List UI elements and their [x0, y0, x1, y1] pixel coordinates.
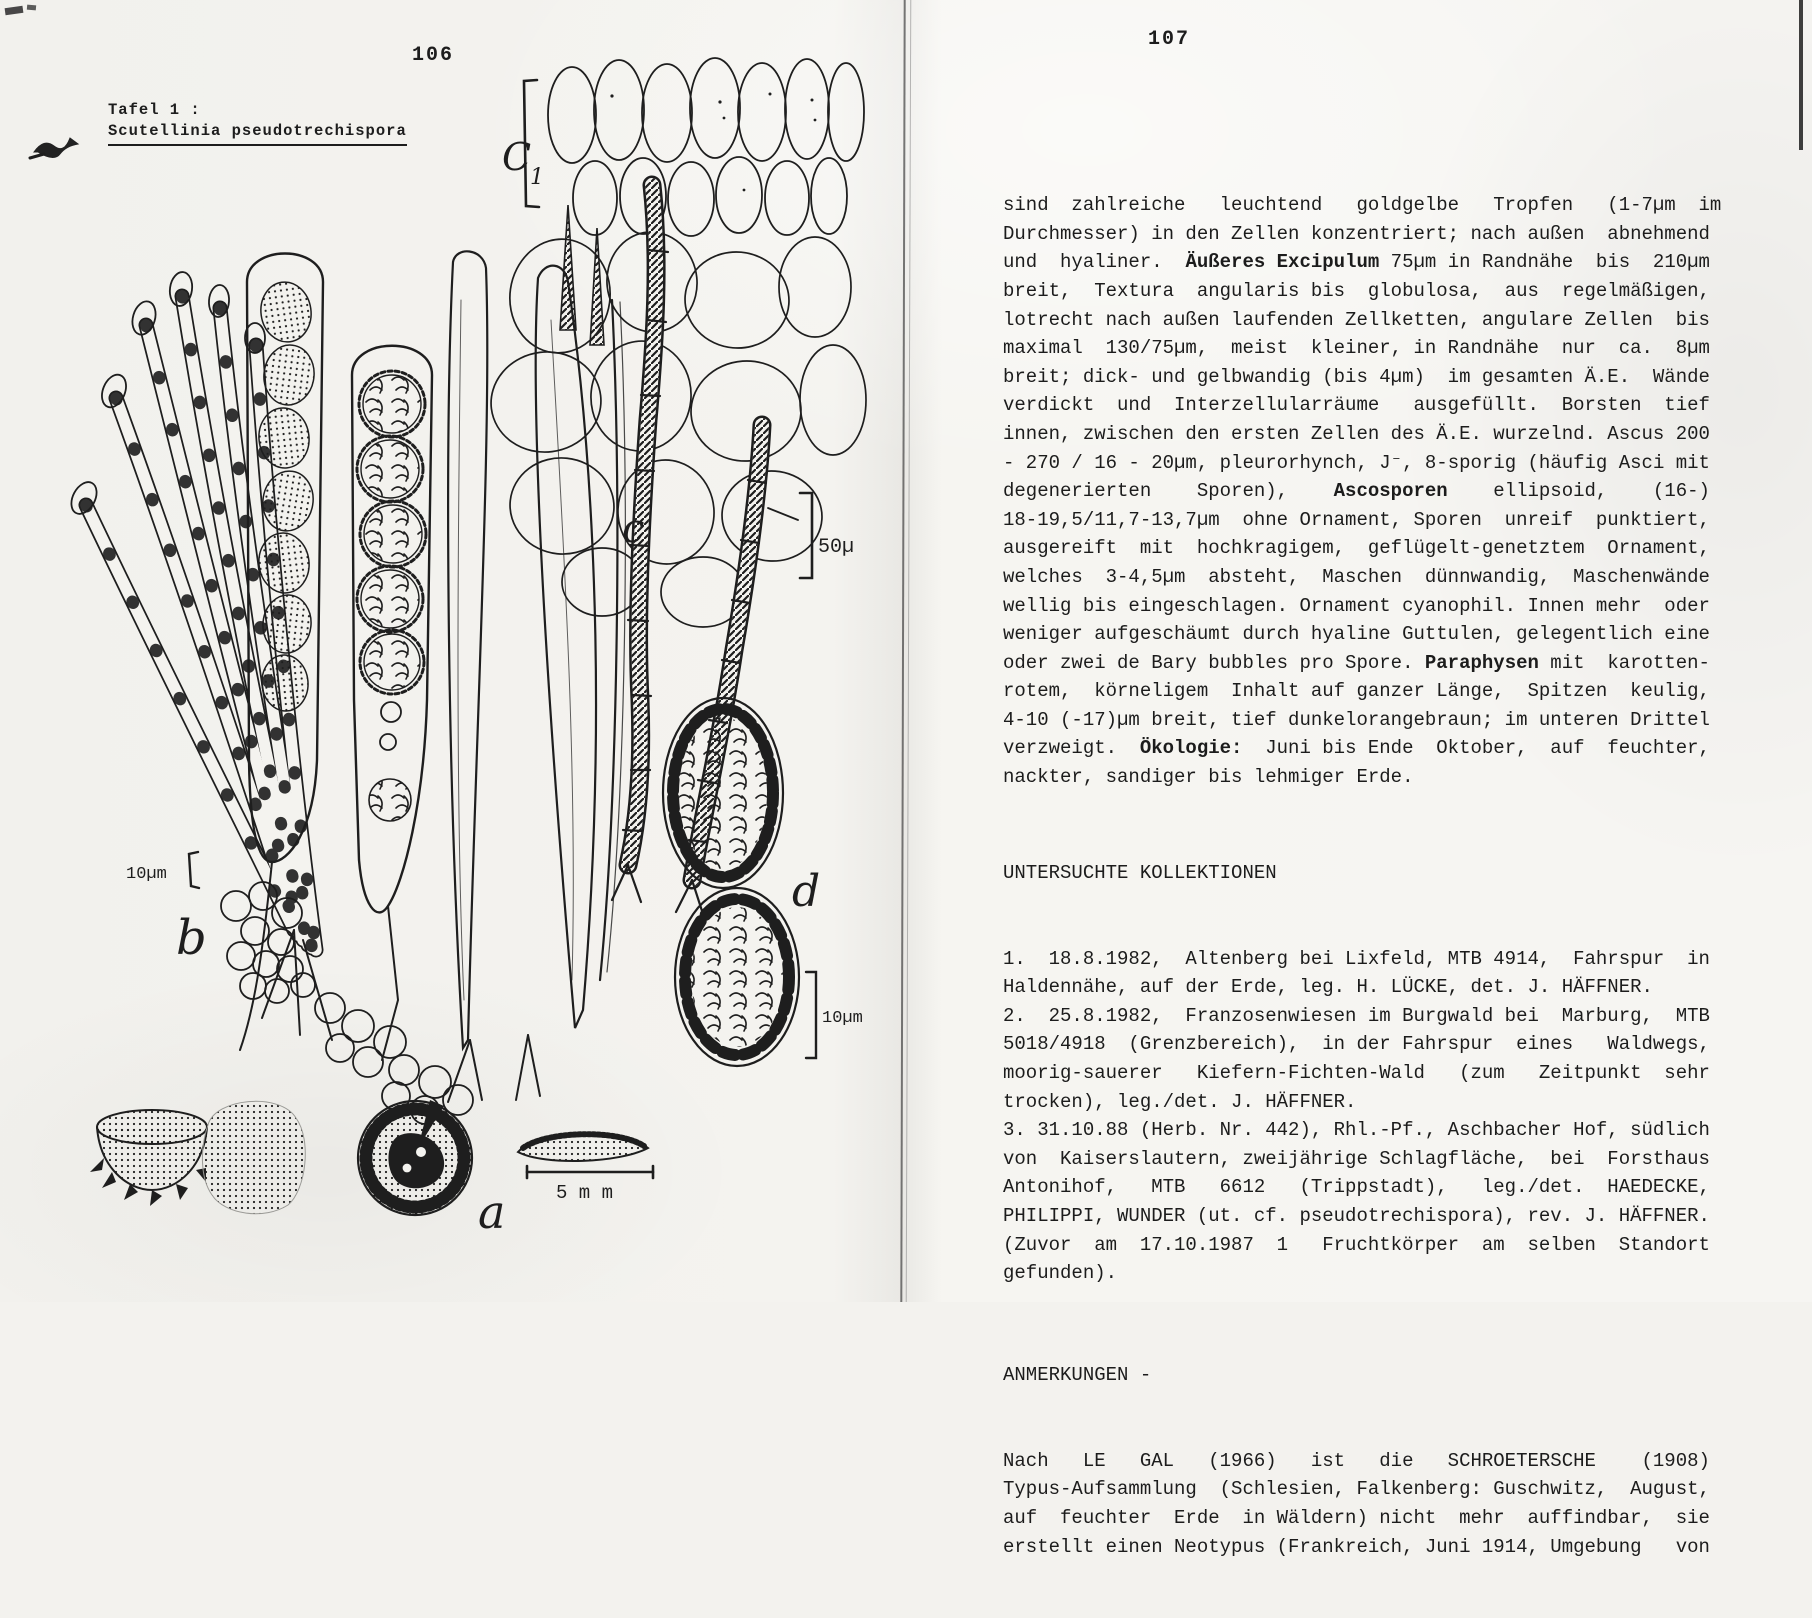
text-line: PHILIPPI, WUNDER (ut. cf. pseudotrechispora), rev. J. HÄFFNER. — [1003, 1204, 1710, 1227]
label-b: b — [176, 910, 207, 966]
text-line: 2. 25.8.1982, Franzosenwiesen im Burgwald bei Marburg, MTB — [1003, 1004, 1710, 1027]
label-a: a — [478, 1185, 506, 1239]
collections-paragraph — [1003, 945, 1725, 1288]
ornamented-spore-upper — [663, 698, 783, 888]
text-line: oder zwei de Bary bubbles pro Spore. Paraphysen mit karotten- — [1003, 651, 1710, 674]
text-line: Nach LE GAL (1966) ist die SCHROETERSCHE (1908) — [1003, 1449, 1710, 1472]
plate-caption — [108, 100, 407, 146]
collections-heading: UNTERSUCHTE KOLLEKTIONEN — [1003, 861, 1277, 884]
text-line: erstellt einen Neotypus (Frankreich, Juni 1914, Umgebung von — [1003, 1535, 1710, 1558]
text-line: auf feuchter Erde in Wäldern) nicht mehr auffindbar, sie — [1003, 1506, 1710, 1529]
text-line: trocken), leg./det. J. HÄFFNER. — [1003, 1090, 1357, 1113]
ink-smudge-artifact — [30, 138, 78, 158]
scale-bracket-10um-d — [806, 972, 816, 1058]
text-line: welches 3-4,5µm absteht, Maschen dünnwandig, Maschenwände — [1003, 565, 1710, 588]
text-line: 3. 31.10.88 (Herb. Nr. 442), Rhl.-Pf., Aschbacher Hof, südlich — [1003, 1119, 1710, 1142]
apothecium-stippled-disc — [202, 1101, 305, 1213]
text-line: degenerierten Sporen), Ascosporen ellipsoid, (16-) — [1003, 480, 1710, 503]
basal-cells-cluster — [221, 882, 473, 1124]
label-c1: C — [502, 135, 532, 179]
scale-label-5mm: 5 m m — [556, 1182, 614, 1204]
scale-bracket-50u — [768, 493, 812, 578]
text-line: verzweigt. Ökologie: Juni bis Ende Oktober, auf feuchter, — [1003, 737, 1710, 760]
scan-speck-artifact-2 — [27, 5, 36, 11]
plate-illustration — [0, 0, 900, 1302]
scale-label-10um-b: 10µm — [126, 865, 167, 884]
text-line: und hyaliner. Äußeres Excipulum 75µm in Randnähe bis 210µm — [1003, 251, 1710, 274]
text-line: maximal 130/75µm, meist kleiner, in Randnähe nur ca. 8µm — [1003, 337, 1710, 360]
apothecium-hairy-cup — [90, 1110, 207, 1206]
scale-label-50u: 50µ — [818, 536, 855, 559]
scale-bar-5mm — [527, 1166, 653, 1178]
description-paragraph — [1003, 191, 1725, 791]
text-line: wellig bis eingeschlagen. Ornament cyanophil. Innen mehr oder — [1003, 594, 1710, 617]
long-setae — [448, 251, 625, 1048]
text-line: breit, Textura angularis bis globulosa, aus regelmäßigen, — [1003, 279, 1710, 302]
page-number-left: 106 — [412, 44, 455, 67]
text-line: (Zuvor am 17.10.1987 1 Fruchtkörper am selben Standort — [1003, 1233, 1710, 1256]
text-line: nackter, sandiger bis lehmiger Erde. — [1003, 766, 1414, 789]
text-line: innen, zwischen den ersten Zellen des Ä.E. wurzelnd. Ascus 200 — [1003, 422, 1710, 445]
text-line: gefunden). — [1003, 1262, 1118, 1285]
page-right — [900, 0, 1812, 1558]
text-line: Durchmesser) in den Zellen konzentriert; nach außen abnehmend — [1003, 222, 1710, 245]
excipulum-tissue-c1 — [524, 58, 864, 236]
ornamented-spore-lower — [675, 888, 799, 1066]
text-line: verdickt und Interzellularräume ausgefüllt. Borsten tief — [1003, 394, 1710, 417]
label-c1-sub: 1 — [530, 165, 544, 190]
text-line: 1. 18.8.1982, Altenberg bei Lixfeld, MTB 4914, Fahrspur in — [1003, 947, 1710, 970]
text-line: 18-19,5/11,7-13,7µm ohne Ornament, Sporen unreif punktiert, — [1003, 508, 1710, 531]
text-line: moorig-sauerer Kiefern-Fichten-Wald (zum Zeitpunkt sehr — [1003, 1062, 1710, 1084]
text-line: - 270 / 16 - 20µm, pleurorhynch, J⁻, 8-sporig (häufig Asci mit — [1003, 451, 1710, 474]
text-line: sind zahlreiche leuchtend goldgelbe Tropfen (1-7µm im — [1003, 194, 1722, 217]
label-d: d — [792, 866, 821, 917]
text-line: Haldennähe, auf der Erde, leg. H. LÜCKE, det. J. HÄFFNER. — [1003, 976, 1653, 999]
text-line: breit; dick- und gelbwandig (bis 4µm) im gesamten Ä.E. Wände — [1003, 365, 1710, 388]
apothecium-side-view — [518, 1133, 648, 1161]
text-line: 4-10 (-17)µm breit, tief dunkelorangebraun; im unteren Drittel — [1003, 708, 1710, 731]
page-left — [0, 0, 900, 1302]
plate-caption-title: Tafel 1 : — [108, 101, 201, 119]
scale-label-10um-d: 10µm — [822, 1009, 863, 1028]
scan-edge-artifact — [1799, 0, 1803, 150]
page-number-right: 107 — [1148, 28, 1191, 51]
plate-caption-species: Scutellinia pseudotrechispora — [108, 121, 407, 146]
species-description — [1003, 134, 1725, 1618]
scale-bracket-10um-b — [189, 852, 199, 888]
text-line: Typus-Aufsammlung (Schlesien, Falkenberg: Guschwitz, August, — [1003, 1478, 1710, 1501]
text-line: rotem, körneligem Inhalt auf ganzer Länge, Spitzen keulig, — [1003, 680, 1710, 703]
text-line: Antonihof, MTB 6612 (Trippstadt), leg./det. HAEDECKE, — [1003, 1176, 1710, 1199]
remarks-paragraph — [1003, 1447, 1725, 1561]
text-line: 5018/4918 (Grenzbereich), in der Fahrspur eines Waldwegs, — [1003, 1033, 1710, 1056]
text-line: lotrecht nach außen laufenden Zellketten, angulare Zellen bis — [1003, 308, 1710, 331]
label-c: c — [622, 506, 645, 552]
text-line: ausgereift mit hochkragigem, geflügelt-genetztem Ornament, — [1003, 537, 1710, 560]
text-line: weniger aufgeschäumt durch hyaline Guttulen, gelegentlich eine — [1003, 623, 1710, 646]
ascus-ornamented-spores — [352, 346, 432, 913]
text-line: von Kaiserslautern, zweijährige Schlagfläche, bei Forsthaus — [1003, 1147, 1710, 1170]
remarks-heading: ANMERKUNGEN - — [1003, 1363, 1152, 1386]
apothecium-spiny-disc — [358, 1100, 472, 1215]
